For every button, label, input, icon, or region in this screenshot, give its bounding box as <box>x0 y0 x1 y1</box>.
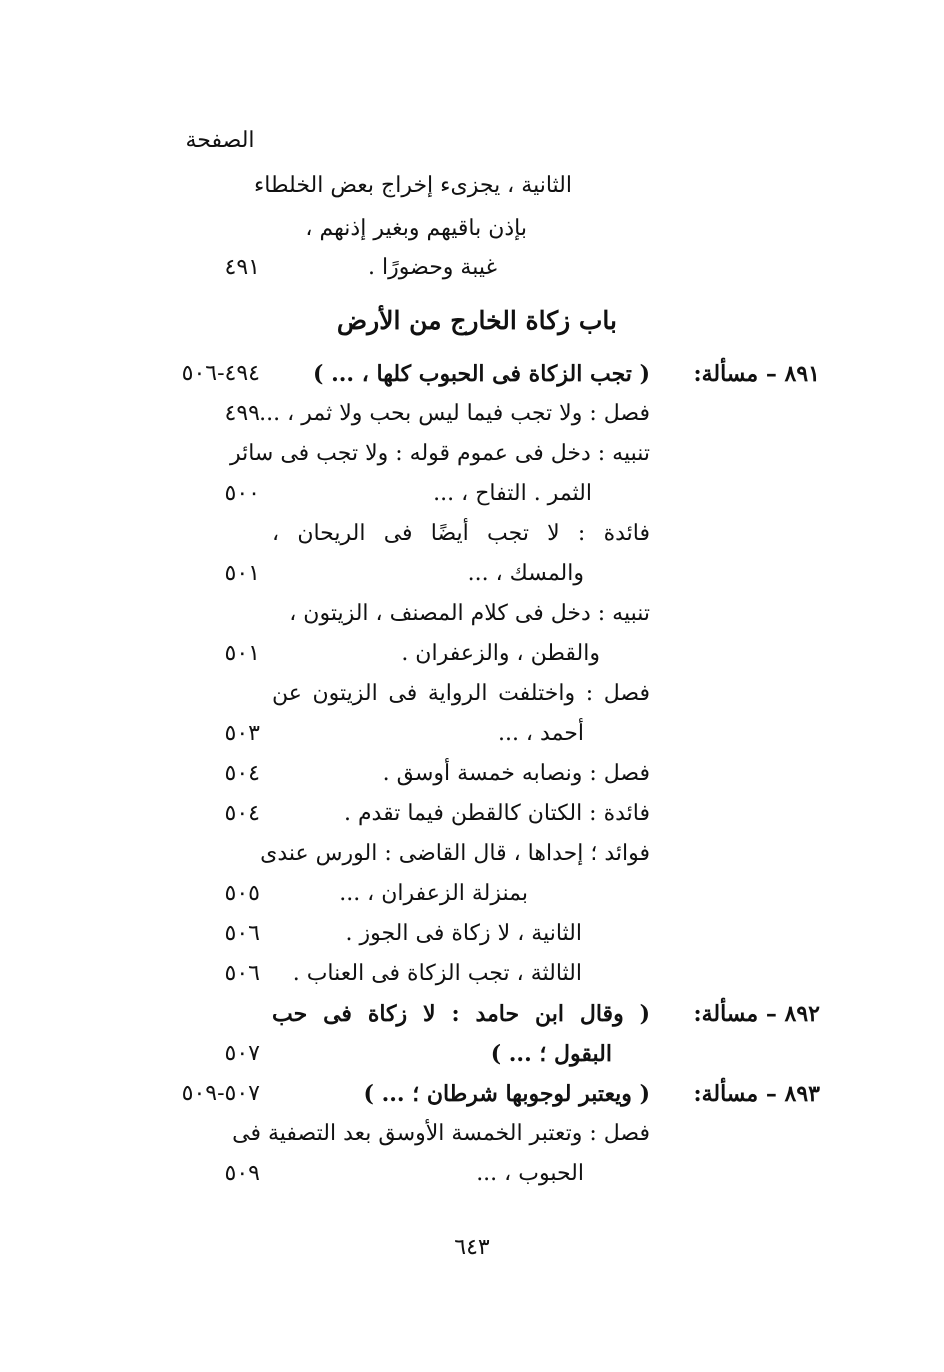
masala-label: ٨٩٣ – مسألة: <box>693 1081 820 1107</box>
entry-line: والقطن ، والزعفران . <box>401 641 600 666</box>
entry-line: الثانية ، لا زكاة فى الجوز . <box>345 921 582 946</box>
masala-label: ٨٩١ – مسألة: <box>693 361 820 387</box>
entry-line: ( ويعتبر لوجوبها شرطان ؛ ... ) <box>363 1081 650 1107</box>
entry-line: فصل : واختلفت الرواية فى الزيتون عن <box>272 681 650 706</box>
page-ref: ٥٠٦ <box>224 961 260 986</box>
page-ref: ٥٠٠ <box>224 481 260 506</box>
entry-line: ( تجب الزكاة فى الحبوب كلها ، ... ) <box>313 361 650 387</box>
page-number: ٦٤٣ <box>454 1235 490 1260</box>
entry-line: تنبيه : دخل فى كلام المصنف ، الزيتون ، <box>289 601 650 626</box>
entry-line: بإذن باقيهم وبغير إذنهم ، <box>305 216 527 241</box>
entry-line: البقول ؛ ... ) <box>490 1041 612 1067</box>
page-ref: ٥٠١ <box>224 641 260 666</box>
entry-line: بمنزلة الزعفران ، ... <box>339 881 528 906</box>
page-ref: ٥٠٩ <box>224 1161 260 1186</box>
page-ref: ٥٠٧-٥٠٩ <box>181 1081 260 1106</box>
page-ref: ٤٩٤-٥٠٦ <box>181 361 260 386</box>
entry-line: الثانية ، يجزىء إخراج بعض الخلطاء <box>253 173 572 198</box>
masala-label: ٨٩٢ – مسألة: <box>693 1001 820 1027</box>
chapter-heading: باب زكاة الخارج من الأرض <box>336 306 617 335</box>
entry-line: فصل : وتعتبر الخمسة الأوسق بعد التصفية فى <box>232 1121 650 1146</box>
page-ref: ٥٠٧ <box>224 1041 260 1066</box>
entry-line: فائدة : الكتان كالقطن فيما تقدم . <box>343 801 650 826</box>
page-ref: ٥٠١ <box>224 561 260 586</box>
page-ref: ٥٠٥ <box>224 881 260 906</box>
entry-line: تنبيه : دخل فى عموم قوله : ولا تجب فى سائر <box>229 441 650 466</box>
entry-line: فائدة : لا تجب أيضًا فى الريحان ، <box>272 521 650 546</box>
entry-line: أحمد ، ... <box>497 721 584 746</box>
entry-line: فصل : ونصابه خمسة أوسق . <box>382 761 650 786</box>
page-ref: ٥٠٤ <box>224 801 260 826</box>
entry-line: غيبة وحضورًا . <box>368 255 497 280</box>
entry-line: فصل : ولا تجب فيما ليس بحب ولا ثمر ، ... <box>259 401 650 426</box>
entry-line: فوائد ؛ إحداها ، قال القاضى : الورس عندى <box>260 841 650 866</box>
page-ref: ٥٠٤ <box>224 761 260 786</box>
page-ref: ٤٩٩ <box>224 401 260 426</box>
entry-line: والمسك ، ... <box>467 561 584 586</box>
entry-line: ( وقال ابن حامد : لا زكاة فى حب <box>272 1001 650 1027</box>
page-ref: ٥٠٣ <box>224 721 260 746</box>
page-column-label: الصفحة <box>185 128 255 153</box>
page-ref: ٥٠٦ <box>224 921 260 946</box>
entry-line: الثالثة ، تجب الزكاة فى العناب . <box>292 961 582 986</box>
entry-line: الثمر . التفاح ، ... <box>433 481 592 506</box>
page-ref: ٤٩١ <box>224 255 260 280</box>
entry-line: الحبوب ، ... <box>476 1161 584 1186</box>
